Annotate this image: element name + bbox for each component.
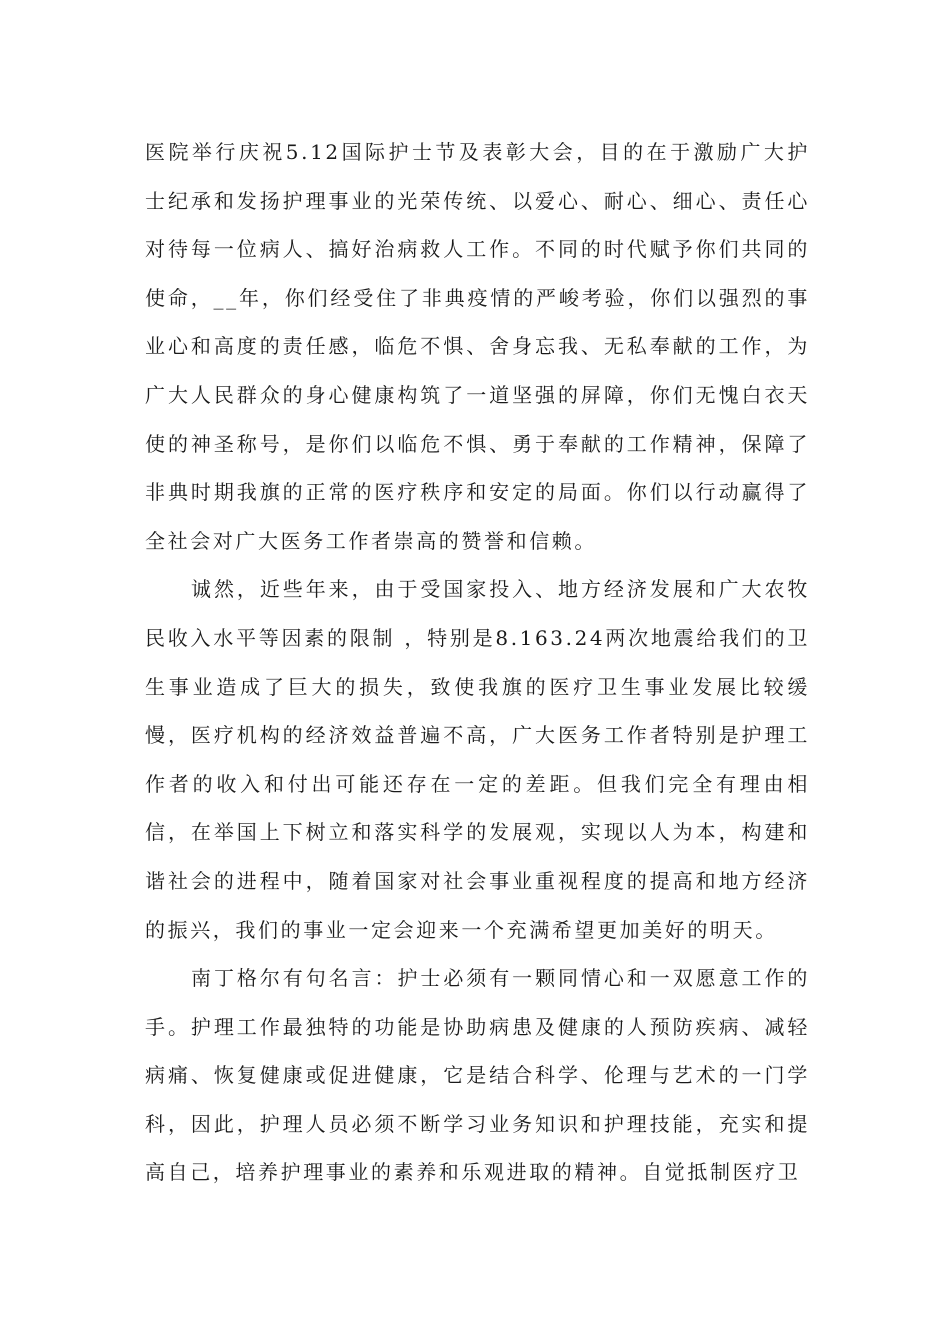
paragraph-2: 诚然，近些年来，由于受国家投入、地方经济发展和广大农牧民收入水平等因素的限制 ，特别是8.163.24两次地震给我们的卫生事业造成了巨大的损失，致使我旗的医疗卫生事业发展比较缓慢，医疗机构的经济效益普遍不高，广大医务工作者特别是护理工作者的收入和付出可能还存在一定的差距。但我们完全有理由相信，在举国上下树立和落实科学的发展观，实现以人为本，构建和谐社会的进程中，随着国家对社会事业重视程度的提高和地方经济的振兴，我们的事业一定会迎来一个充满希望更加美好的明天。 [145,577,810,942]
paragraph-3: 南丁格尔有句名言：护士必须有一颗同情心和一双愿意工作的手。护理工作最独特的功能是协助病患及健康的人预防疾病、减轻病痛、恢复健康或促进健康，它是结合科学、伦理与艺术的一门学科，因此，护理人员必须不断学习业务知识和护理技能，充实和提高自己，培养护理事业的素养和乐观进取的精神。自觉抵制医疗卫 [145,966,810,1185]
paragraph-1: 医院举行庆祝5.12国际护士节及表彰大会，目的在于激励广大护士纪承和发扬护理事业的光荣传统、以爱心、耐心、细心、责任心对待每一位病人、搞好治病救人工作。不同的时代赋予你们共同的使命，__年，你们经受住了非典疫情的严峻考验，你们以强烈的事业心和高度的责任感，临危不惧、舍身忘我、无私奉献的工作，为广大人民群众的身心健康构筑了一道坚强的屏障，你们无愧白衣天使的神圣称号，是你们以临危不惧、勇于奉献的工作精神，保障了非典时期我旗的正常的医疗秩序和安定的局面。你们以行动赢得了全社会对广大医务工作者崇高的赞誉和信赖。 [145,140,810,553]
body-text [145,128,810,1197]
